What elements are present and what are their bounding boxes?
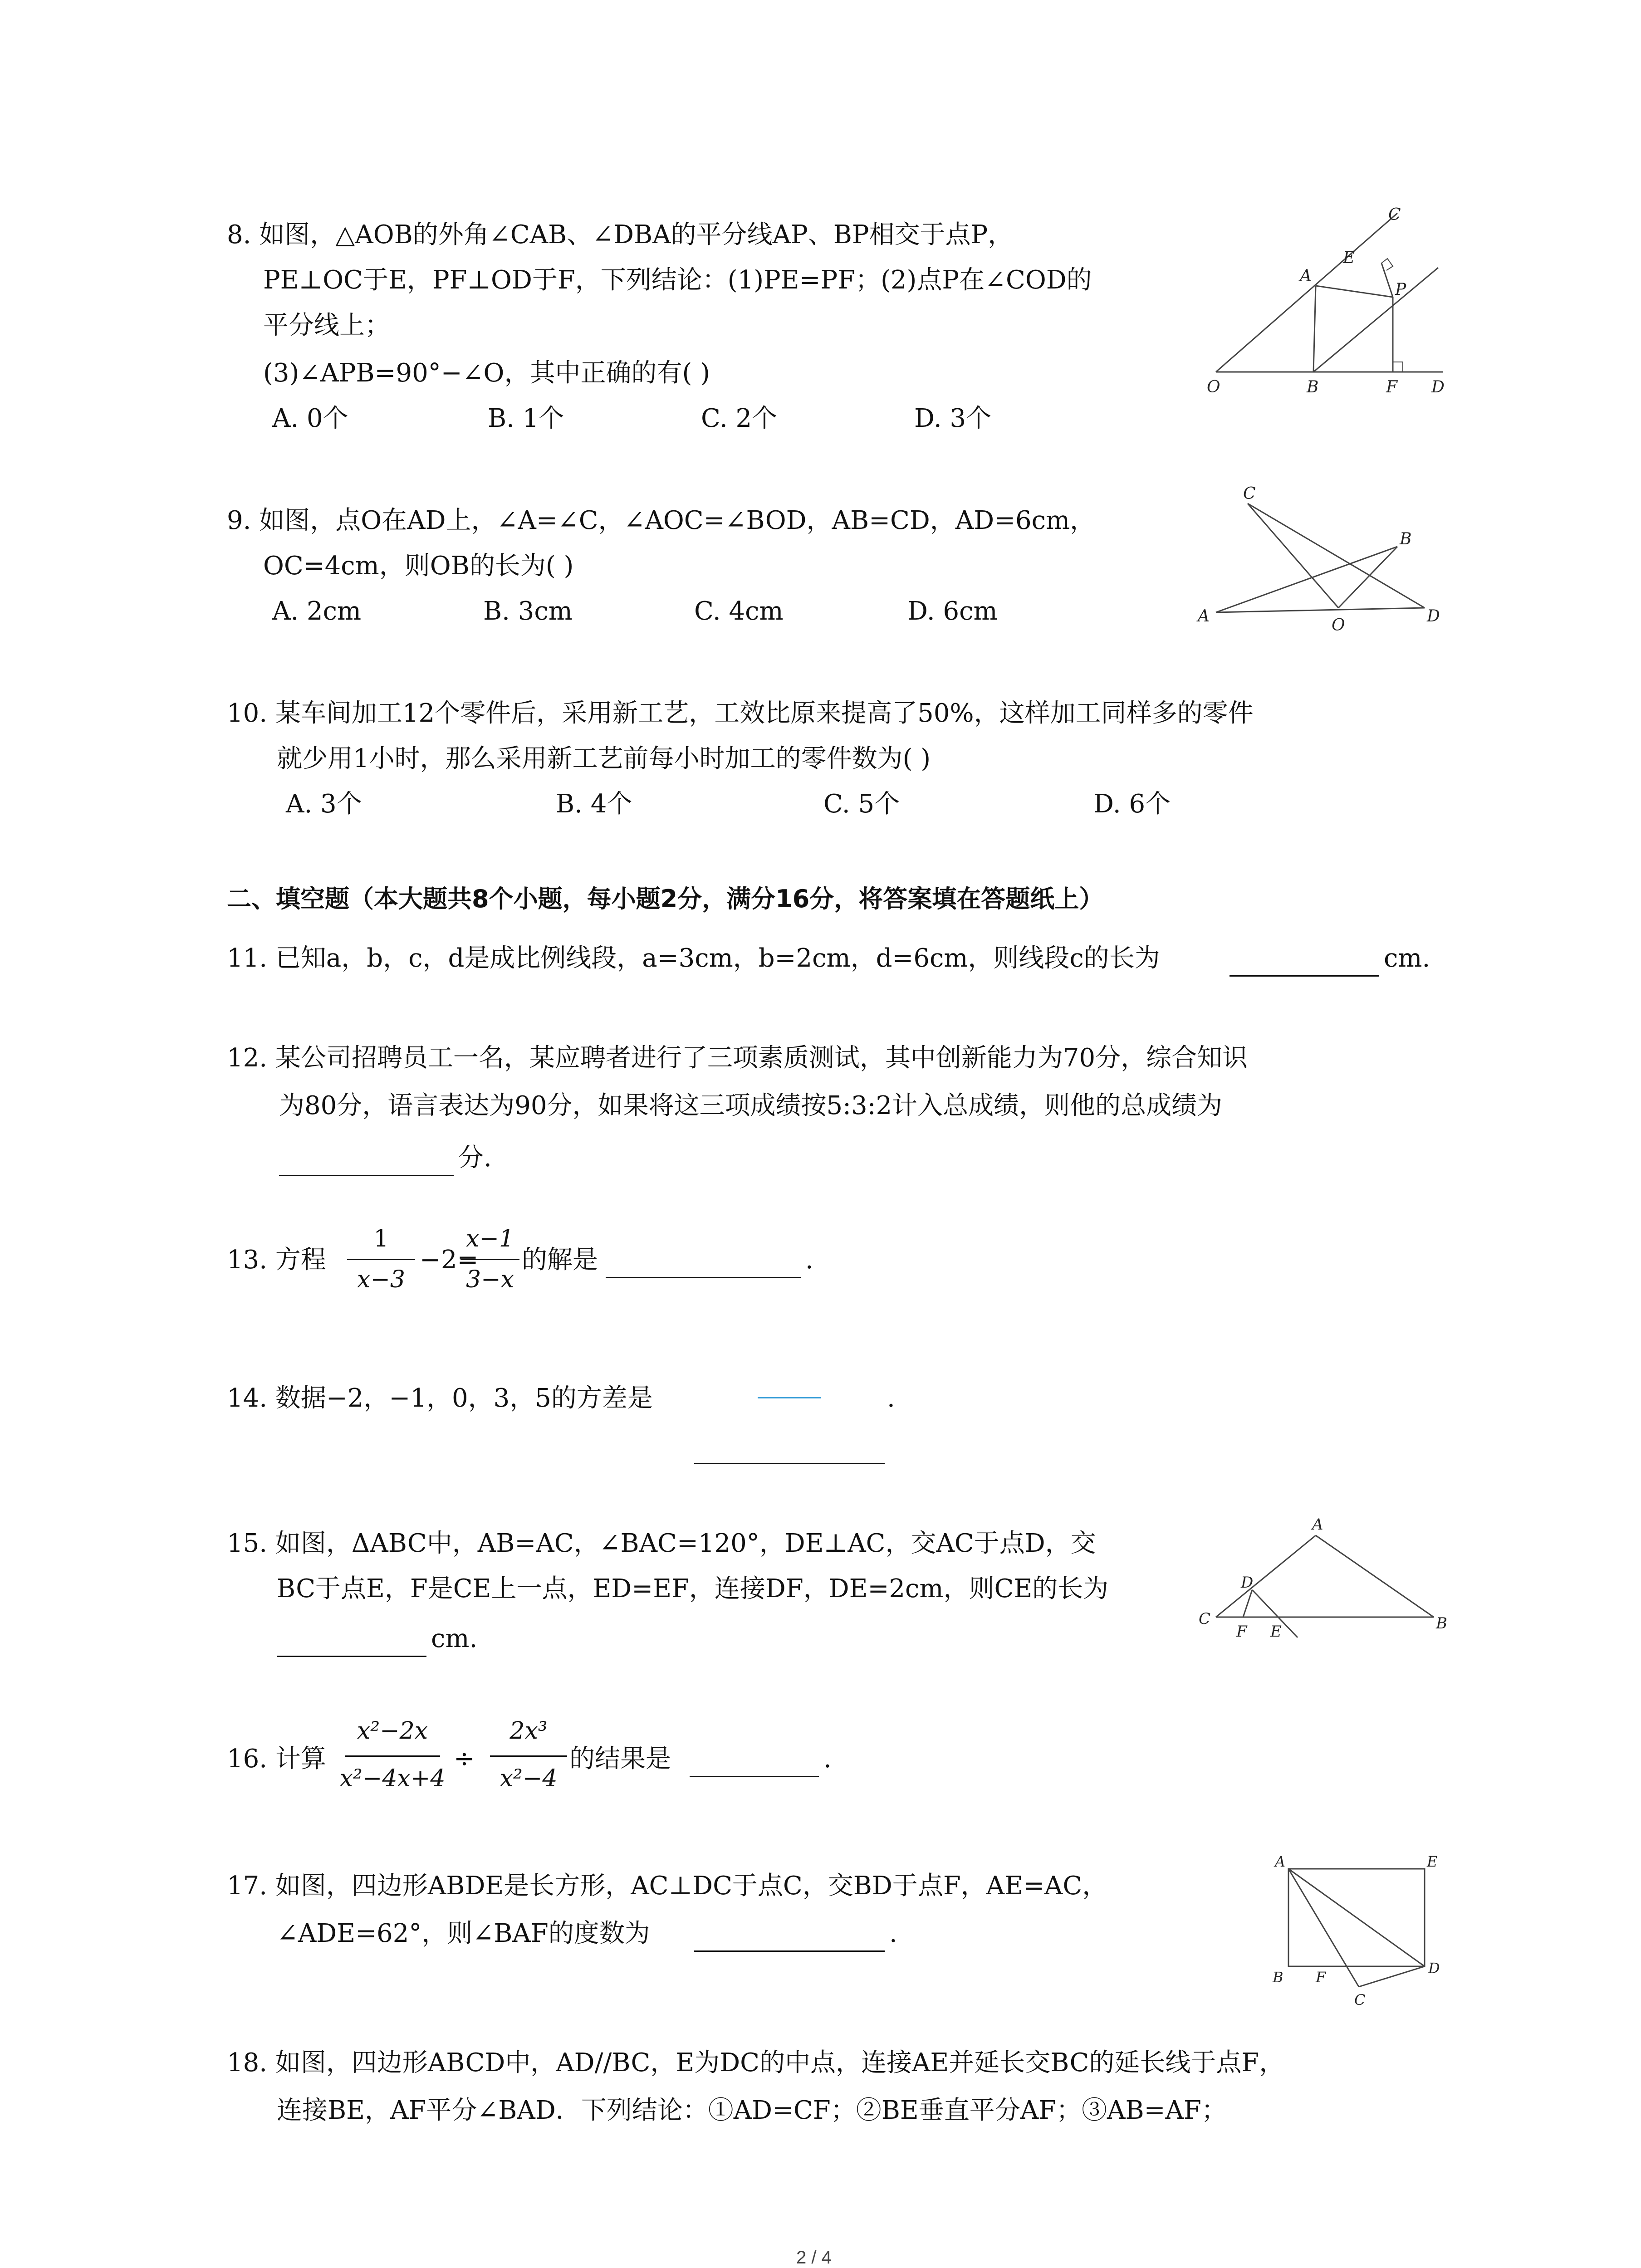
q8-fig-label-p: P xyxy=(1395,280,1406,299)
q10-option-a: A. 3个 xyxy=(286,789,362,819)
page-number: 2 / 4 xyxy=(796,2248,832,2268)
q12-line1: 12. 某公司招聘员工一名，某应聘者进行了三项素质测试，其中创新能力为70分，综合知识 xyxy=(227,1043,1248,1073)
q16-suffix: 的结果是 xyxy=(569,1744,671,1774)
q8-line3: 平分线上； xyxy=(263,311,390,340)
q11-text: 11. 已知a，b，c，d是成比例线段，a=3cm，b=2cm，d=6cm，则线段c的长为 xyxy=(227,943,1160,973)
q17-line1: 17. 如图，四边形ABDE是长方形，AC⊥DC于点C，交BD于点F，AE=AC， xyxy=(227,1871,1108,1901)
q9-option-a: A. 2cm xyxy=(272,596,362,626)
q12-line2: 为80分，语言表达为90分，如果将这三项成绩按5:3:2计入总成绩，则他的总成绩为 xyxy=(279,1091,1223,1120)
q16-frac2-den: x²−4 xyxy=(500,1765,558,1792)
q17-fig-label-e: E xyxy=(1427,1853,1438,1870)
q15-fig-label-e: E xyxy=(1270,1623,1282,1641)
q13-frac1-num: 1 xyxy=(373,1225,389,1252)
q13-frac2-den: 3−x xyxy=(466,1266,514,1293)
q16-end: . xyxy=(823,1744,832,1774)
q15-figure xyxy=(1189,1515,1452,1653)
q17-fig-label-c: C xyxy=(1354,1991,1366,2009)
q10-line1: 10. 某车间加工12个零件后，采用新工艺，工效比原来提高了50%，这样加工同样多的零件 xyxy=(227,699,1254,728)
q17-end: . xyxy=(889,1919,897,1948)
q15-answer-blank[interactable] xyxy=(277,1656,426,1657)
q17-line2: ∠ADE=62°，则∠BAF的度数为 xyxy=(277,1919,650,1948)
q11-suffix: cm. xyxy=(1384,943,1430,973)
q9-option-b: B. 3cm xyxy=(483,596,573,626)
q15-fig-label-b: B xyxy=(1436,1614,1447,1633)
q8-fig-label-e: E xyxy=(1343,249,1355,267)
q13-frac1-bar xyxy=(347,1259,415,1260)
q9-line2: OC=4cm，则OB的长为( ) xyxy=(263,551,574,581)
q17-figure xyxy=(1261,1851,1452,2011)
q14-answer-blank[interactable] xyxy=(694,1463,885,1464)
q13-answer-blank[interactable] xyxy=(606,1277,801,1278)
q18-line1: 18. 如图，四边形ABCD中，AD//BC，E为DC的中点，连接AE并延长交BC的延长线于点F， xyxy=(227,2048,1285,2077)
q13-suffix: 的解是 xyxy=(522,1245,598,1275)
q15-fig-label-f: F xyxy=(1236,1623,1247,1641)
q16-frac1-num: x²−2x xyxy=(357,1717,428,1745)
q14-text: 14. 数据−2，−1，0，3，5的方差是 xyxy=(227,1383,653,1413)
q9-line1: 9. 如图，点O在AD上，∠A=∠C，∠AOC=∠BOD，AB=CD，AD=6cm， xyxy=(227,506,1096,535)
q15-fig-label-c: C xyxy=(1199,1610,1211,1628)
q13-prefix: 13. 方程 xyxy=(227,1245,326,1275)
q13-end: . xyxy=(805,1245,813,1275)
q11-answer-blank[interactable] xyxy=(1230,975,1379,977)
q9-fig-label-o: O xyxy=(1332,616,1345,635)
q9-option-c: C. 4cm xyxy=(694,596,784,626)
q17-fig-label-a: A xyxy=(1275,1853,1286,1870)
q16-frac2-num: 2x³ xyxy=(509,1717,548,1745)
q16-frac1-den: x²−4x+4 xyxy=(339,1765,446,1792)
q9-fig-label-b: B xyxy=(1400,530,1412,548)
q10-line2: 就少用1小时，那么采用新工艺前每小时加工的零件数为( ) xyxy=(277,744,931,773)
q16-operator: ÷ xyxy=(454,1744,475,1774)
q10-option-c: C. 5个 xyxy=(823,789,900,819)
q8-line2: PE⊥OC于E，PF⊥OD于F，下列结论：(1)PE=PF；(2)点P在∠COD的 xyxy=(263,265,1092,295)
q8-fig-label-o: O xyxy=(1207,378,1220,396)
q8-fig-label-f: F xyxy=(1386,378,1397,396)
q12-suffix: 分. xyxy=(458,1143,492,1173)
q10-option-d: D. 6个 xyxy=(1093,789,1171,819)
q16-frac1-bar xyxy=(345,1755,440,1757)
q8-fig-label-d: D xyxy=(1431,378,1445,396)
q13-frac1-den: x−3 xyxy=(357,1266,405,1293)
q14-end: . xyxy=(887,1383,895,1413)
q8-fig-label-b: B xyxy=(1307,378,1319,396)
q9-fig-label-c: C xyxy=(1243,485,1256,503)
q8-figure xyxy=(1198,200,1452,410)
q15-suffix: cm. xyxy=(431,1624,478,1653)
q8-line1: 8. 如图，△AOB的外角∠CAB、∠DBA的平分线AP、BP相交于点P， xyxy=(227,220,1014,249)
q15-fig-label-d: D xyxy=(1241,1574,1254,1592)
q9-fig-label-a: A xyxy=(1198,607,1210,626)
q15-line1: 15. 如图，ΔABC中，AB=AC，∠BAC=120°，DE⊥AC，交AC于点D，交 xyxy=(227,1529,1096,1558)
q17-answer-blank[interactable] xyxy=(694,1950,885,1952)
q15-fig-label-a: A xyxy=(1312,1515,1323,1534)
q13-frac2-bar xyxy=(460,1259,519,1260)
q16-prefix: 16. 计算 xyxy=(227,1744,326,1774)
q8-fig-label-c: C xyxy=(1388,205,1401,224)
section2-heading: 二、填空题（本大题共8个小题，每小题2分，满分16分，将答案填在答题纸上） xyxy=(227,885,1104,913)
q18-line2: 连接BE，AF平分∠BAD．下列结论：①AD=CF；②BE垂直平分AF；③AB=AF； xyxy=(277,2096,1227,2125)
q8-fig-label-a: A xyxy=(1300,267,1312,285)
q9-figure xyxy=(1189,485,1452,641)
q9-fig-label-d: D xyxy=(1427,607,1440,626)
q17-fig-label-d: D xyxy=(1428,1960,1440,1977)
q16-frac2-bar xyxy=(490,1755,567,1757)
q8-option-c: C. 2个 xyxy=(701,404,778,433)
q10-option-b: B. 4个 xyxy=(556,789,632,819)
q13-frac2-num: x−1 xyxy=(466,1225,514,1252)
q9-option-d: D. 6cm xyxy=(907,596,998,626)
q17-fig-label-f: F xyxy=(1316,1969,1326,1986)
q8-option-b: B. 1个 xyxy=(488,404,564,433)
q8-option-d: D. 3个 xyxy=(914,404,992,433)
q8-option-a: A. 0个 xyxy=(272,404,348,433)
q12-answer-blank[interactable] xyxy=(279,1175,454,1176)
q17-fig-label-b: B xyxy=(1273,1969,1283,1986)
q8-line4: (3)∠APB=90°−∠O，其中正确的有( ) xyxy=(263,358,710,388)
q15-line2: BC于点E，F是CE上一点，ED=EF，连接DF，DE=2cm，则CE的长为 xyxy=(277,1574,1109,1603)
q14-blue-mark xyxy=(758,1397,821,1398)
q13-mid: −2= xyxy=(420,1245,479,1275)
q16-answer-blank[interactable] xyxy=(690,1776,819,1777)
